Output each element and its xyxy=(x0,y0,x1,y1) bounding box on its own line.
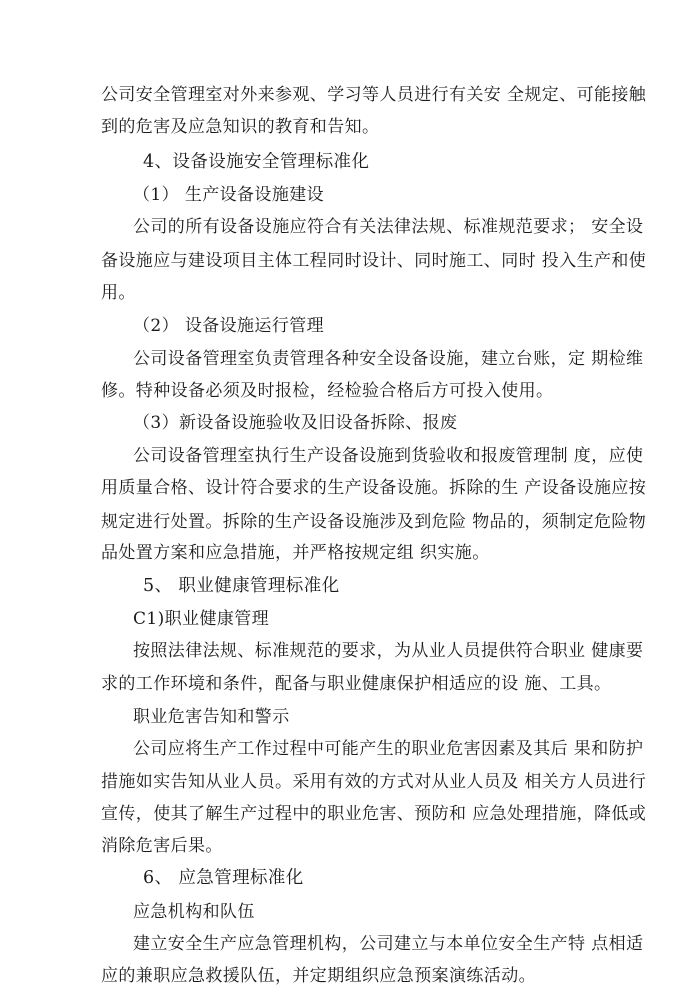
subsection-heading: 应急机构和队伍 xyxy=(133,902,255,922)
body-text-line: 建立安全生产应急管理机构，公司建立与本单位安全生产特 点相适 xyxy=(133,934,644,954)
body-text-line: 备设施应与建设项目主体工程同时设计、同时施工、同时 投入生产和使 xyxy=(101,251,647,271)
body-text-line: 公司设备管理室执行生产设备设施到货验收和报废管理制 度，应使 xyxy=(133,446,644,466)
subsection-heading: （3）新设备设施验收及旧设备拆除、报废 xyxy=(133,413,458,433)
subsection-heading: C1)职业健康管理 xyxy=(133,609,270,629)
body-text-line: 宣传，使其了解生产过程中的职业危害、预防和 应急处理措施，降低或 xyxy=(101,804,647,824)
body-text-line: 规定进行处置。拆除的生产设备设施涉及到危险 物品的，须制定危险物 xyxy=(101,512,647,532)
body-text-line: 应的兼职应急救援队伍，并定期组织应急预案演练活动。 xyxy=(101,966,536,986)
body-text-line: 公司的所有设备设施应符合有关法律法规、标准规范要求； 安全设 xyxy=(133,217,644,237)
subsection-heading: 职业危害告知和警示 xyxy=(133,707,290,727)
body-text-line: 措施如实告知从业人员。采用有效的方式对从业人员及 相关方人员进行 xyxy=(101,772,647,792)
body-text-line: 用质量合格、设计符合要求的生产设备设施。拆除的生 产设备设施应按 xyxy=(101,478,647,498)
body-text-line: 消除危害后果。 xyxy=(101,836,223,856)
subsection-heading: （1） 生产设备设施建设 xyxy=(133,185,325,205)
body-text-line: 修。特种设备必须及时报检，经检验合格后方可投入使用。 xyxy=(101,381,554,401)
section-heading-5: 5、 职业健康管理标准化 xyxy=(143,576,340,596)
body-text-line: 求的工作环境和条件，配备与职业健康保护相适应的设 施、工具。 xyxy=(101,674,612,694)
body-text-line: 按照法律法规、标准规范的要求，为从业人员提供符合职业 健康要 xyxy=(133,641,644,661)
body-text-line: 品处置方案和应急措施，并严格按规定组 织实施。 xyxy=(101,543,490,563)
subsection-heading: （2） 设备设施运行管理 xyxy=(133,316,325,336)
body-text-line: 公司应将生产工作过程中可能产生的职业危害因素及其后 果和防护 xyxy=(133,739,644,759)
section-heading-4: 4、设备设施安全管理标准化 xyxy=(143,152,370,172)
body-text-line: 用。 xyxy=(101,283,136,303)
body-text-line: 公司设备管理室负责管理各种安全设备设施，建立台账，定 期检维 xyxy=(133,349,644,369)
section-heading-6: 6、 应急管理标准化 xyxy=(143,868,304,888)
body-text-line: 到的危害及应急知识的教育和告知。 xyxy=(101,117,380,137)
body-text-line: 公司安全管理室对外来参观、学习等人员进行有关安 全规定、可能接触 xyxy=(101,85,647,105)
